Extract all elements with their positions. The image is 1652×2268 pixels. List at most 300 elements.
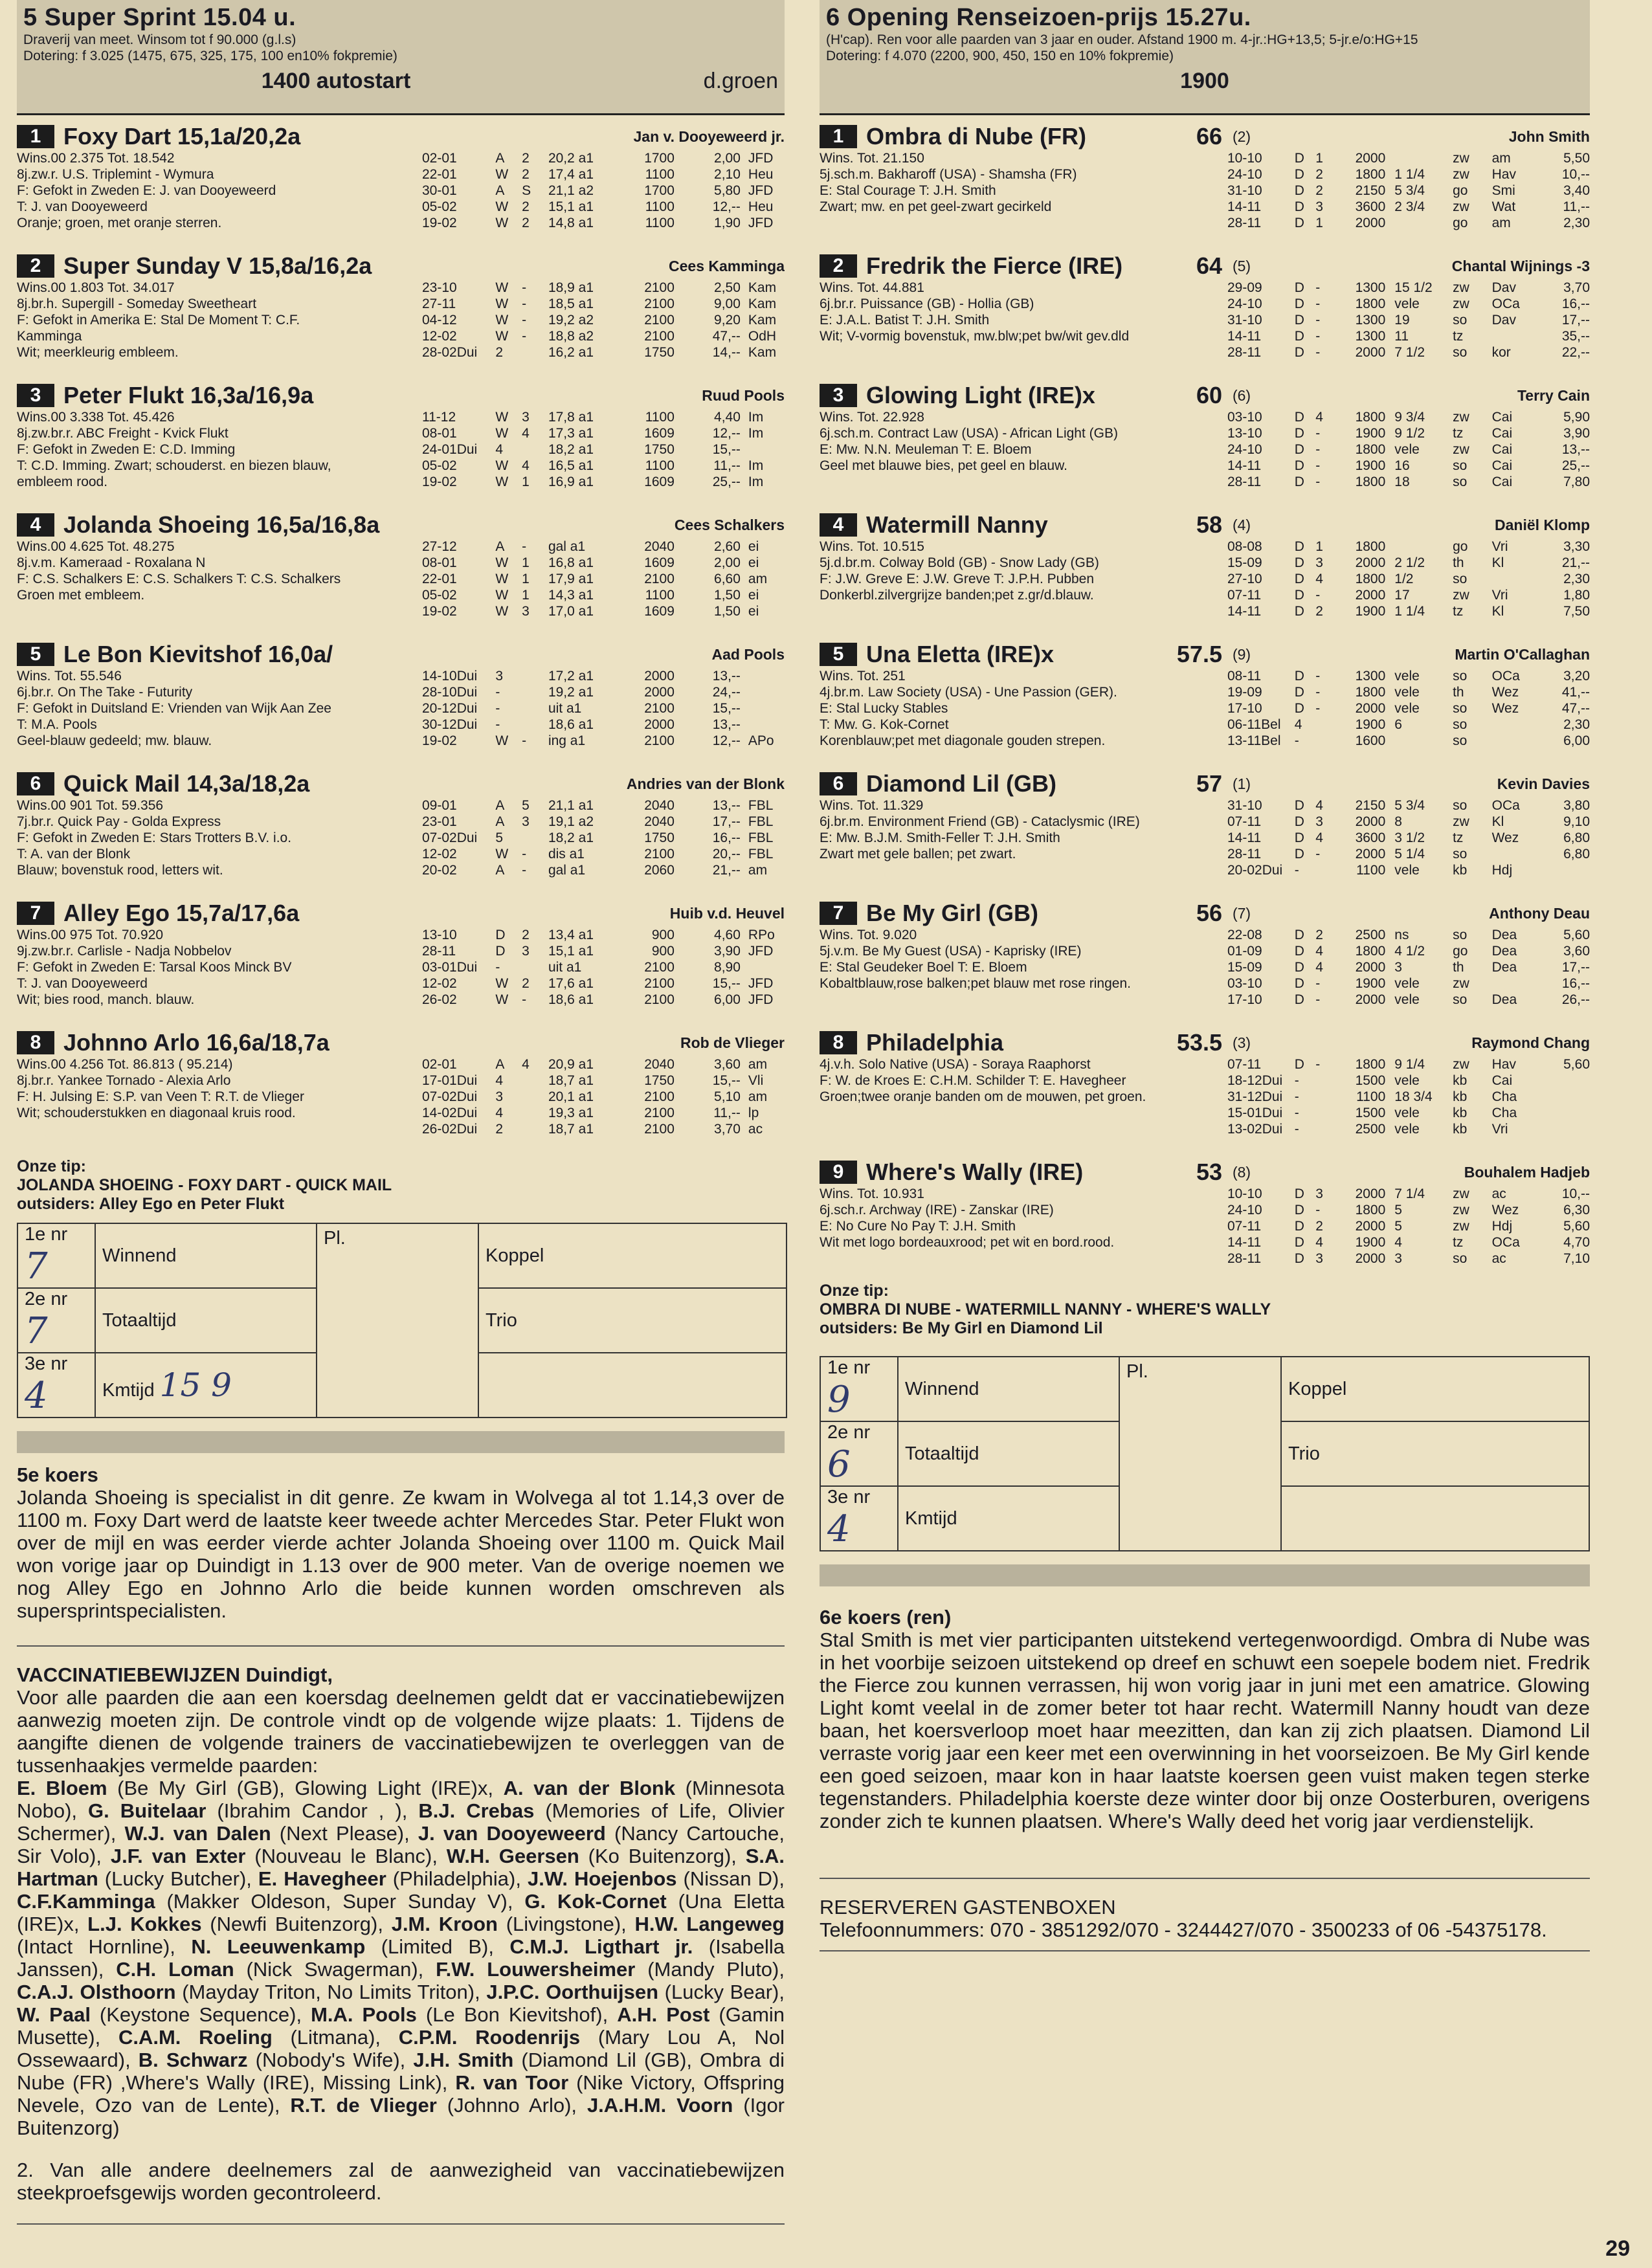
horse-info-line: Wit met logo bordeauxrood; pet wit en bord.rood.	[820, 1235, 1115, 1250]
horse-info-line: E: J.A.L. Batist T: J.H. Smith	[820, 313, 990, 328]
form-cell: D	[1294, 167, 1304, 182]
form-cell: D	[1294, 329, 1304, 344]
form-cell: W	[495, 296, 509, 311]
form-cell: -	[522, 992, 527, 1007]
form-cell: 2000	[1355, 345, 1386, 360]
form-cell: 2500	[1355, 1122, 1386, 1137]
form-cell: tz	[1453, 329, 1464, 344]
form-row	[1227, 312, 1590, 328]
horse-rating: 57.5	[1176, 641, 1222, 667]
form-cell: 11-12	[422, 410, 456, 425]
handwritten-kmtijd: 15 9	[159, 1366, 232, 1404]
form-cell: 20,9 a1	[548, 1057, 594, 1072]
form-cell: D	[1294, 216, 1304, 230]
form-cell: tz	[1453, 830, 1464, 845]
form-cell	[1315, 1073, 1336, 1089]
form-cell: vele	[1394, 685, 1420, 700]
form-cell: uit a1	[548, 960, 582, 975]
form-cell: ing a1	[548, 733, 586, 748]
form-row	[422, 862, 785, 878]
form-cell: 3600	[1355, 199, 1386, 214]
horse-info-line: Wins.00 1.803 Tot. 34.017	[17, 280, 175, 295]
form-cell: -	[495, 960, 500, 975]
trainer-name: M.A. Pools	[311, 2003, 417, 2026]
form-cell: 1100	[645, 458, 675, 473]
form-cell	[1315, 733, 1336, 749]
form-cell: zw	[1453, 442, 1469, 457]
form-cell: W	[495, 733, 509, 748]
form-cell	[1385, 733, 1453, 749]
form-cell: Hdj	[1491, 863, 1513, 878]
form-row	[1227, 1218, 1590, 1234]
horse-details	[820, 797, 1590, 878]
form-cell: A	[495, 863, 505, 878]
form-cell: 17,6 a1	[548, 976, 594, 991]
horse-name: Where's Wally (IRE)	[866, 1159, 1084, 1185]
form-table	[422, 539, 785, 619]
handwritten-1st: 7	[25, 1245, 48, 1287]
form-cell: 5	[1394, 1203, 1402, 1217]
form-cell	[1315, 717, 1336, 733]
form-cell: -	[1315, 426, 1321, 441]
form-cell: D	[1294, 555, 1304, 570]
trainer-name: Cees Kamminga	[669, 257, 785, 274]
horse-number: 7	[820, 902, 857, 925]
post-position: (3)	[1232, 1034, 1251, 1051]
form-cell: 20-02	[422, 863, 457, 878]
horse-info	[820, 927, 1227, 1008]
form-cell: 2	[1315, 604, 1323, 619]
form-cell: -	[1315, 280, 1321, 295]
form-cell: W	[495, 604, 509, 619]
horse-info-line: Wins. Tot. 44.881	[820, 280, 924, 295]
post-position: (1)	[1232, 775, 1251, 792]
form-cell	[1541, 1073, 1590, 1089]
form-cell: 28-11	[1227, 345, 1262, 360]
form-cell: 2,30	[1563, 572, 1590, 586]
form-cell: D	[1294, 588, 1304, 603]
form-table	[1227, 409, 1590, 490]
form-cell: 28-10Dui	[422, 685, 478, 700]
form-cell: 2000	[1355, 701, 1386, 716]
form-cell: 6,00	[714, 992, 741, 1007]
form-cell: 11,--	[713, 458, 741, 473]
trainer-name: W. Paal	[17, 2003, 91, 2026]
race-6-tip	[820, 1282, 1590, 1338]
form-cell	[1492, 975, 1541, 992]
form-row	[1227, 846, 1590, 862]
trainer-horses: (Johnno Arlo),	[436, 2094, 587, 2117]
form-cell: 1	[522, 474, 530, 489]
form-row	[422, 1105, 785, 1121]
form-cell: Cai	[1491, 442, 1513, 457]
horse-details	[820, 539, 1590, 619]
form-cell: 15-01Dui	[1227, 1106, 1283, 1120]
form-cell: 8,90	[714, 960, 741, 975]
form-cell: 5 3/4	[1394, 183, 1425, 198]
form-cell: 47,--	[712, 329, 741, 344]
form-row	[422, 474, 785, 490]
form-cell: 13,--	[712, 717, 741, 732]
horse-name: Ombra di Nube (FR)	[866, 123, 1086, 150]
form-cell: 1/2	[1394, 572, 1414, 586]
form-cell: 16,2 a1	[548, 345, 594, 360]
form-cell: 2000	[1355, 555, 1386, 570]
form-cell: 1,80	[1563, 588, 1590, 603]
form-row	[1227, 296, 1590, 312]
form-cell: 1800	[1355, 572, 1386, 586]
form-cell: 14-11	[1227, 458, 1262, 473]
form-cell: D	[1294, 539, 1304, 554]
form-cell: 6,30	[1563, 1203, 1590, 1217]
race-6-commentary	[820, 1606, 1590, 1832]
form-cell: 19-09	[1227, 685, 1262, 700]
trainer-horses: (Limited B),	[365, 1935, 510, 1958]
form-cell: Cha	[1491, 1089, 1517, 1104]
form-cell: vele	[1394, 296, 1420, 311]
form-cell: 1	[522, 588, 530, 603]
form-cell: 17,--	[1561, 960, 1590, 975]
form-cell: A	[495, 798, 505, 813]
form-cell: 3	[1315, 199, 1323, 214]
form-cell: 2100	[644, 733, 675, 748]
form-cell: RPo	[748, 928, 775, 942]
form-cell	[522, 684, 548, 700]
race-5-column	[17, 0, 785, 2241]
form-cell: 3	[1315, 555, 1323, 570]
form-cell: Smi	[1491, 183, 1515, 198]
form-cell: 2000	[1355, 1251, 1386, 1266]
race-5-tip-outsiders: outsiders: Alley Ego en Peter Flukt	[17, 1195, 285, 1213]
form-cell: am	[748, 1089, 768, 1104]
form-cell: 3,90	[714, 944, 741, 959]
form-cell: 28-11	[422, 944, 456, 959]
form-cell: D	[1294, 313, 1304, 328]
form-cell: 1800	[1355, 944, 1386, 959]
form-row	[422, 700, 785, 717]
form-cell: 28-11	[1227, 847, 1262, 862]
form-cell: 03-10	[1227, 410, 1262, 425]
form-cell: am	[748, 572, 768, 586]
form-cell: 9,00	[714, 296, 741, 311]
form-cell: 5,90	[1563, 410, 1590, 425]
form-cell: -	[1294, 1122, 1299, 1137]
form-cell	[1492, 846, 1541, 862]
form-cell: 14-11	[1227, 830, 1262, 845]
form-cell: 2	[522, 216, 530, 230]
form-cell: 14-11	[1227, 1235, 1262, 1250]
horse-info-line: F: Gefokt in Zweden E: C.D. Imming	[17, 442, 236, 457]
form-cell: 1500	[1355, 1073, 1386, 1088]
form-cell: 18-12Dui	[1227, 1073, 1283, 1088]
winnend-cell: Winnend	[898, 1357, 1119, 1421]
horse-info-line: E: Stal Courage T: J.H. Smith	[820, 183, 996, 198]
form-cell: 2100	[644, 1106, 675, 1120]
form-cell	[1541, 1105, 1590, 1121]
result-row-3-label: 3e nr	[25, 1353, 68, 1374]
vaccination-point-2: 2. Van alle andere deelnemers zal de aanwezigheid van vaccinatiebewijzen steekproefsgewijs worden gecontroleerd.	[17, 2159, 785, 2204]
form-row	[422, 280, 785, 296]
horse-name: Fredrik the Fierce (IRE)	[866, 252, 1123, 279]
form-cell: 28-11	[1227, 1251, 1262, 1266]
form-cell: D	[1294, 814, 1304, 829]
form-cell: W	[495, 847, 509, 862]
form-cell: 1100	[645, 410, 675, 425]
form-cell: -	[522, 329, 527, 344]
form-cell: 14-11	[1227, 604, 1262, 619]
form-cell: vele	[1394, 701, 1420, 716]
form-row	[1227, 425, 1590, 441]
horse-entry	[820, 382, 1590, 504]
form-cell: 17-10	[1227, 992, 1262, 1007]
horse-details	[820, 280, 1590, 361]
form-cell: so	[1453, 798, 1468, 813]
form-cell: 14,8 a1	[548, 216, 594, 230]
reserve-boxes-notice	[820, 1896, 1590, 1941]
horse-header	[17, 382, 785, 409]
result-row-2-label: 2e nr	[25, 1289, 68, 1309]
post-position: (2)	[1232, 128, 1251, 145]
trainer-name: G. Buitelaar	[88, 1799, 206, 1822]
horse-entry	[820, 511, 1590, 633]
form-cell	[1492, 733, 1541, 749]
form-cell: 3	[1315, 1251, 1323, 1266]
form-cell: 10-10	[1227, 1186, 1262, 1201]
form-cell: W	[495, 992, 509, 1007]
form-cell: ac	[1491, 1186, 1506, 1201]
form-cell: kor	[1491, 345, 1511, 360]
form-cell: 1900	[1355, 1235, 1386, 1250]
trainer-name: Cees Schalkers	[674, 516, 785, 533]
horse-entry	[17, 1029, 785, 1151]
trainer-name: R.T. de Vlieger	[290, 2094, 437, 2117]
horse-info-line: 6j.br.r. Puissance (GB) - Hollia (GB)	[820, 296, 1034, 311]
race-6-prize: Dotering: f 4.070 (2200, 900, 450, 150 en 10% fokpremie)	[826, 49, 1174, 63]
form-row	[1227, 539, 1590, 555]
form-row	[1227, 441, 1590, 458]
trainer-name: L.J. Kokkes	[87, 1913, 202, 1935]
race-6-header	[820, 0, 1590, 115]
form-row	[1227, 797, 1590, 814]
form-cell: 19	[1394, 313, 1410, 328]
horse-number: 7	[17, 902, 54, 925]
horse-entry	[17, 123, 785, 245]
form-cell: -	[1315, 588, 1321, 603]
form-cell: am	[748, 1057, 768, 1072]
horse-info-line: F: Gefokt in Zweden E: Tarsal Koos Minck BV	[17, 960, 292, 975]
form-cell: 5,80	[714, 183, 741, 198]
horse-info-line: Wins. Tot. 55.546	[17, 669, 122, 684]
form-cell: Kam	[748, 280, 777, 295]
form-cell: 3	[1315, 814, 1323, 829]
horse-entry	[17, 900, 785, 1021]
horse-number: 5	[820, 643, 857, 666]
form-row	[1227, 1186, 1590, 1202]
trainer-name: H.W. Langeweg	[634, 1913, 785, 1935]
trainer-horses: (Philadelphia),	[386, 1867, 528, 1890]
form-cell: D	[1294, 1235, 1304, 1250]
form-cell: 1800	[1355, 167, 1386, 182]
form-cell	[1541, 1121, 1590, 1137]
form-cell: Wat	[1491, 199, 1516, 214]
horse-entry	[17, 770, 785, 892]
form-cell: 6,80	[1563, 830, 1590, 845]
form-cell: 13,4 a1	[548, 928, 594, 942]
form-cell: 1	[1315, 539, 1323, 554]
form-cell	[1492, 328, 1541, 344]
form-cell: -	[522, 847, 527, 862]
form-row	[422, 539, 785, 555]
form-cell: lp	[748, 1106, 759, 1120]
form-cell: 4	[522, 426, 530, 441]
horse-info	[17, 927, 422, 1008]
trainer-horses: (Litmana),	[272, 2026, 399, 2049]
form-cell: -	[522, 733, 527, 748]
horse-details	[820, 1056, 1590, 1137]
form-cell: Dea	[1491, 992, 1517, 1007]
race-5-conditions: Draverij van meet. Winsom tot f 90.000 (g.l.s)	[23, 32, 296, 47]
form-cell: 2	[522, 167, 530, 182]
form-cell: 13-02Dui	[1227, 1122, 1283, 1137]
trainer-name: F.W. Louwersheimer	[436, 1958, 636, 1981]
form-cell: 2000	[644, 685, 675, 700]
form-table	[422, 668, 785, 749]
horse-header	[17, 900, 785, 927]
form-cell: -	[1315, 474, 1321, 489]
form-cell: 05-02	[422, 458, 457, 473]
form-cell: 17-01Dui	[422, 1073, 478, 1088]
horse-info-line: Wins.00 4.256 Tot. 86.813 ( 95.214)	[17, 1057, 233, 1072]
form-cell: 1800	[1355, 685, 1386, 700]
form-cell: 9,10	[1563, 814, 1590, 829]
form-row	[422, 166, 785, 183]
form-cell: 3,40	[1563, 183, 1590, 198]
form-cell: 4	[1315, 960, 1323, 975]
form-cell: 1609	[644, 555, 675, 570]
form-cell: 02-01	[422, 151, 457, 166]
race-5-commentary-heading: 5e koers	[17, 1463, 98, 1486]
form-cell: 20,1 a1	[548, 1089, 594, 1104]
form-cell: 1800	[1355, 1057, 1386, 1072]
trainer-name: R. van Toor	[455, 2071, 569, 2094]
form-row	[422, 571, 785, 587]
form-cell: 1750	[644, 442, 675, 457]
form-cell: 25,--	[1561, 458, 1590, 473]
form-cell: 21,1 a1	[548, 798, 594, 813]
form-cell: 23-10	[422, 280, 457, 295]
horse-info-line: Geel met blauwe bies, pet geel en blauw.	[820, 458, 1067, 473]
horse-info	[17, 1056, 422, 1137]
horse-entry	[820, 252, 1590, 374]
form-cell: 28-02Dui	[422, 345, 478, 360]
form-row	[422, 992, 785, 1008]
form-cell: Wez	[1491, 701, 1519, 716]
horse-info	[820, 280, 1227, 361]
horse-info	[820, 668, 1227, 749]
form-cell: 1100	[1356, 863, 1386, 878]
form-cell: ac	[748, 1122, 763, 1137]
form-cell: 19,2 a1	[548, 685, 594, 700]
horse-info-line: Geel-blauw gedeeld; mw. blauw.	[17, 733, 212, 748]
form-cell: -	[1315, 313, 1321, 328]
horse-info-line: Zwart; mw. en pet geel-zwart gecirkeld	[820, 199, 1052, 214]
form-table	[1227, 150, 1590, 231]
form-cell: Heu	[748, 199, 774, 214]
form-cell: 24-10	[1227, 442, 1262, 457]
form-cell: 03-01Dui	[422, 960, 478, 975]
form-cell: am	[1491, 151, 1511, 166]
form-cell: D	[1294, 960, 1304, 975]
horse-info-line: Korenblauw;pet met diagonale gouden strepen.	[820, 733, 1106, 748]
form-cell: 04-12	[422, 313, 457, 328]
form-row	[422, 668, 785, 684]
form-row	[1227, 975, 1590, 992]
form-table	[422, 797, 785, 878]
form-cell: OCa	[1491, 798, 1520, 813]
form-cell: 6,00	[1563, 733, 1590, 748]
form-cell: 14-11	[1227, 329, 1262, 344]
race-5-header	[17, 0, 785, 115]
trainer-name: C.F.Kamminga	[17, 1890, 155, 1913]
form-row	[1227, 700, 1590, 717]
trainer-name: N. Leeuwenkamp	[191, 1935, 366, 1958]
horse-info-line: Wins.00 3.338 Tot. 45.426	[17, 410, 175, 425]
form-cell: D	[1294, 669, 1304, 684]
form-cell: ei	[748, 604, 759, 619]
form-table	[1227, 927, 1590, 1008]
form-cell	[522, 441, 548, 458]
form-cell: 31-10	[1227, 183, 1262, 198]
form-cell: ei	[748, 588, 759, 603]
form-cell: D	[1294, 199, 1304, 214]
form-row	[1227, 166, 1590, 183]
form-cell: 5,60	[1563, 928, 1590, 942]
jockey-name: Raymond Chang	[1471, 1034, 1590, 1051]
form-cell: 2150	[1355, 183, 1386, 198]
form-cell: vele	[1394, 976, 1420, 991]
form-cell: 18,8 a2	[548, 329, 594, 344]
horse-name: Le Bon Kievitshof 16,0a/	[63, 641, 333, 667]
divider-line	[17, 2223, 785, 2225]
form-cell: Im	[748, 474, 764, 489]
form-cell: 27-10	[1227, 572, 1262, 586]
jockey-name: Terry Cain	[1517, 386, 1590, 404]
form-cell: vele	[1394, 669, 1420, 684]
form-cell: 1 1/4	[1394, 604, 1425, 619]
horse-info-line: Wins. Tot. 11.329	[820, 798, 924, 813]
form-cell: 18,6 a1	[548, 717, 594, 732]
horse-details	[17, 927, 785, 1008]
trainer-horses: (Nobody's Wife),	[247, 2049, 414, 2071]
form-cell: -	[1315, 345, 1321, 360]
handwritten-2nd: 7	[25, 1310, 48, 1352]
form-cell: D	[1294, 830, 1304, 845]
form-cell: 41,--	[1561, 685, 1590, 700]
form-cell: Cai	[1491, 426, 1513, 441]
horse-header	[17, 1029, 785, 1056]
horse-info-line: E: No Cure No Pay T: J.H. Smith	[820, 1219, 1016, 1234]
form-cell: 19,3 a1	[548, 1106, 594, 1120]
horse-details	[17, 150, 785, 231]
form-cell: FBL	[748, 798, 774, 813]
form-cell: 17,8 a1	[548, 410, 594, 425]
form-cell: 1,90	[714, 216, 741, 230]
race-6-tip-main: OMBRA DI NUBE - WATERMILL NANNY - WHERE'S WALLY	[820, 1300, 1271, 1318]
trainer-horses: (Diamond Lil (GB), Ombra di Nube (FR) ,Where's Wally (IRE), Missing Link),	[17, 2049, 785, 2094]
form-cell: 4	[1315, 944, 1323, 959]
horse-number: 9	[820, 1161, 857, 1184]
form-cell: JFD	[748, 183, 774, 198]
